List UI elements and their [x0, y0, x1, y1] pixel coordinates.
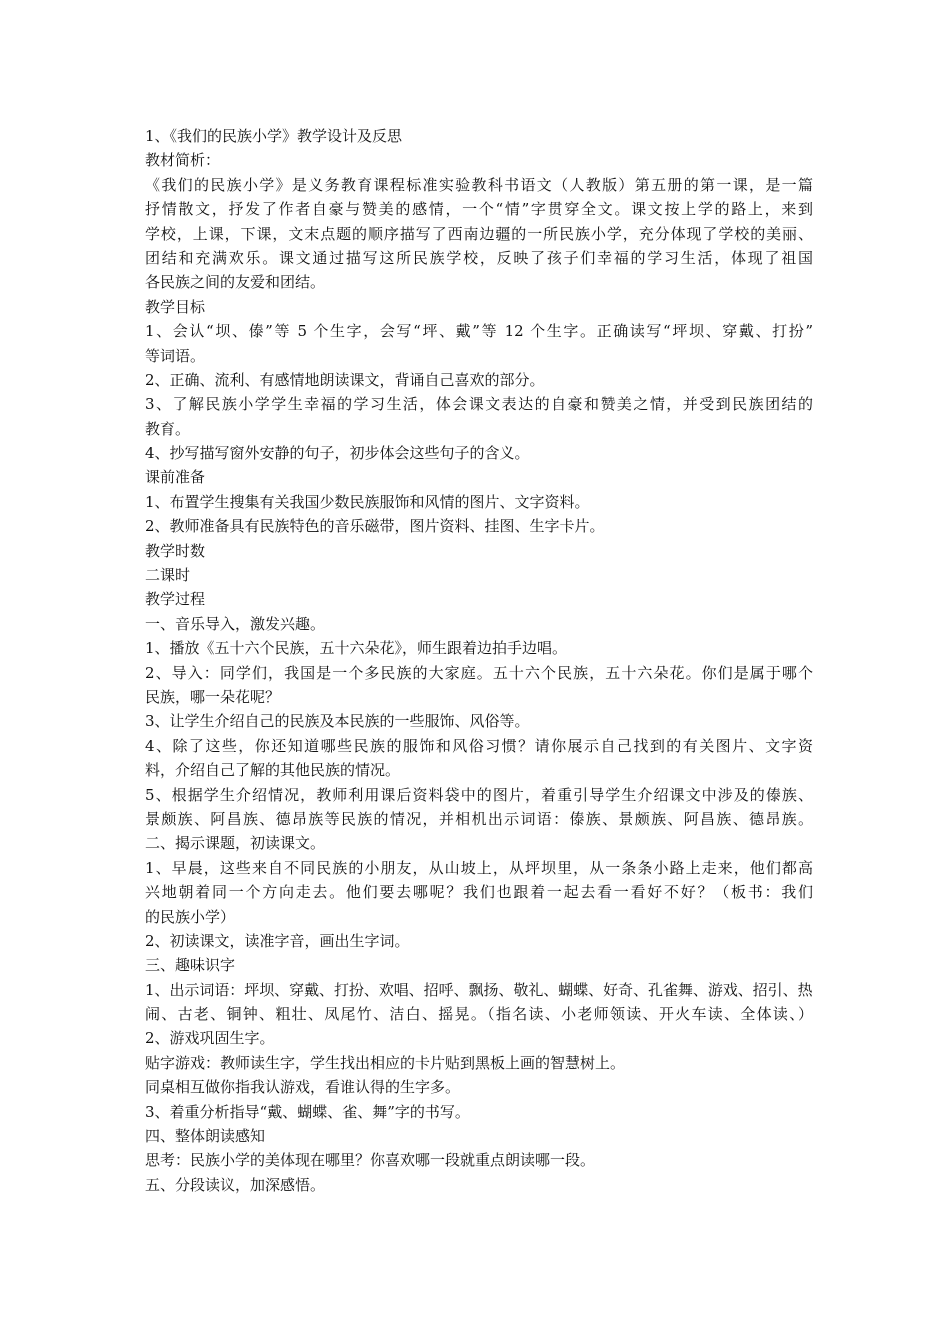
text-line: 等词语。	[145, 346, 206, 365]
text-line: 3、着重分析指导“戴、蝴蝶、雀、舞”字的书写。	[145, 1102, 470, 1121]
text-line: 2、正确、流利、有感情地朗读课文，背诵自己喜欢的部分。	[145, 370, 545, 389]
text-line: 1、早晨，这些来自不同民族的小朋友，从山坡上，从坪坝里，从一条条小路上走来，他们都高	[145, 858, 813, 877]
text-line: 各民族之间的友爱和团结。	[145, 273, 326, 292]
text-line: 学校，上课，下课，文末点题的顺序描写了西南边疆的一所民族小学，充分体现了学校的美丽、	[145, 224, 813, 243]
text-line: 1、《我们的民族小学》教学设计及反思	[145, 127, 403, 145]
document-page	[145, 124, 813, 1197]
text-line: 民族，哪一朵花呢？	[145, 687, 281, 706]
text-line: 贴字游戏：教师读生字，学生找出相应的卡片贴到黑板上画的智慧树上。	[145, 1053, 626, 1072]
text-line: 1、布置学生搜集有关我国少数民族服饰和风情的图片、文字资料。	[145, 492, 590, 511]
text-line: 课前准备	[145, 468, 206, 487]
text-line: 2、游戏巩固生字。	[145, 1029, 275, 1048]
text-line: 4、抄写描写窗外安静的句子，初步体会这些句子的含义。	[145, 444, 530, 463]
text-line: 教育。	[145, 419, 191, 438]
text-line: 教学时数	[145, 541, 206, 560]
text-line: 的民族小学）	[145, 907, 236, 926]
text-line: 同桌相互做你指我认游戏，看谁认得的生字多。	[145, 1078, 461, 1097]
text-line: 4、除了这些，你还知道哪些民族的服饰和风俗习惯？请你展示自己找到的有关图片、文字资	[145, 736, 813, 755]
text-line: 思考：民族小学的美体现在哪里？你喜欢哪一段就重点朗读哪一段。	[145, 1151, 596, 1170]
text-line: 三、趣味识字	[145, 956, 236, 975]
text-line: 教学过程	[145, 590, 206, 609]
text-line: 3、了解民族小学学生幸福的学习生活，体会课文表达的自豪和赞美之情，并受到民族团结的	[145, 395, 813, 414]
text-line: 二课时	[145, 566, 191, 585]
text-line: 2、教师准备具有民族特色的音乐磁带，图片资料、挂图、生字卡片。	[145, 517, 605, 536]
text-line: 1、出示词语：坪坝、穿戴、打扮、欢唱、招呼、飘扬、敬礼、蝴蝶、好奇、孔雀舞、游戏、招引、热	[145, 980, 813, 999]
text-line: 5、根据学生介绍情况，教师利用课后资料袋中的图片，着重引导学生介绍课文中涉及的傣族、	[145, 785, 813, 804]
text-line: 一、音乐导入，激发兴趣。	[145, 614, 326, 633]
text-line: 料，介绍自己了解的其他民族的情况。	[145, 761, 401, 780]
text-line: 景颇族、阿昌族、德昂族等民族的情况，并相机出示词语：傣族、景颇族、阿昌族、德昂族。	[145, 809, 813, 828]
text-line: 2、导入：同学们，我国是一个多民族的大家庭。五十六个民族，五十六朵花。你们是属于哪个	[145, 663, 813, 682]
text-line: 3、让学生介绍自己的民族及本民族的一些服饰、风俗等。	[145, 712, 530, 731]
text-line: 《我们的民族小学》是义务教育课程标准实验教科书语文（人教版）第五册的第一课，是一篇	[145, 175, 813, 194]
text-line: 团结和充满欢乐。课文通过描写这所民族学校，反映了孩子们幸福的学习生活，体现了祖国	[145, 248, 813, 267]
text-line: 四、整体朗读感知	[145, 1127, 266, 1146]
text-line: 教材简析：	[145, 151, 221, 170]
text-line: 2、初读课文，读准字音，画出生字词。	[145, 931, 410, 950]
text-line: 二、揭示课题，初读课文。	[145, 834, 326, 853]
text-line: 闹、古老、铜钟、粗壮、凤尾竹、洁白、摇晃。（指名读、小老师领读、开火车读、全体读、）	[145, 1005, 813, 1024]
text-line: 1、会认“坝、傣”等 5 个生字，会写“坪、戴”等 12 个生字。正确读写“坪坝、穿戴、打扮”	[145, 322, 813, 341]
text-line: 兴地朝着同一个方向走去。他们要去哪呢？我们也跟着一起去看一看好不好？（板书：我们	[145, 883, 813, 902]
text-line: 抒情散文，抒发了作者自豪与赞美的感情，一个“情”字贯穿全文。课文按上学的路上，来到	[145, 200, 813, 219]
text-line: 1、播放《五十六个民族，五十六朵花》，师生跟着边拍手边唱。	[145, 639, 568, 658]
text-line: 五、分段读议，加深感悟。	[145, 1175, 326, 1194]
text-line: 教学目标	[145, 297, 206, 316]
